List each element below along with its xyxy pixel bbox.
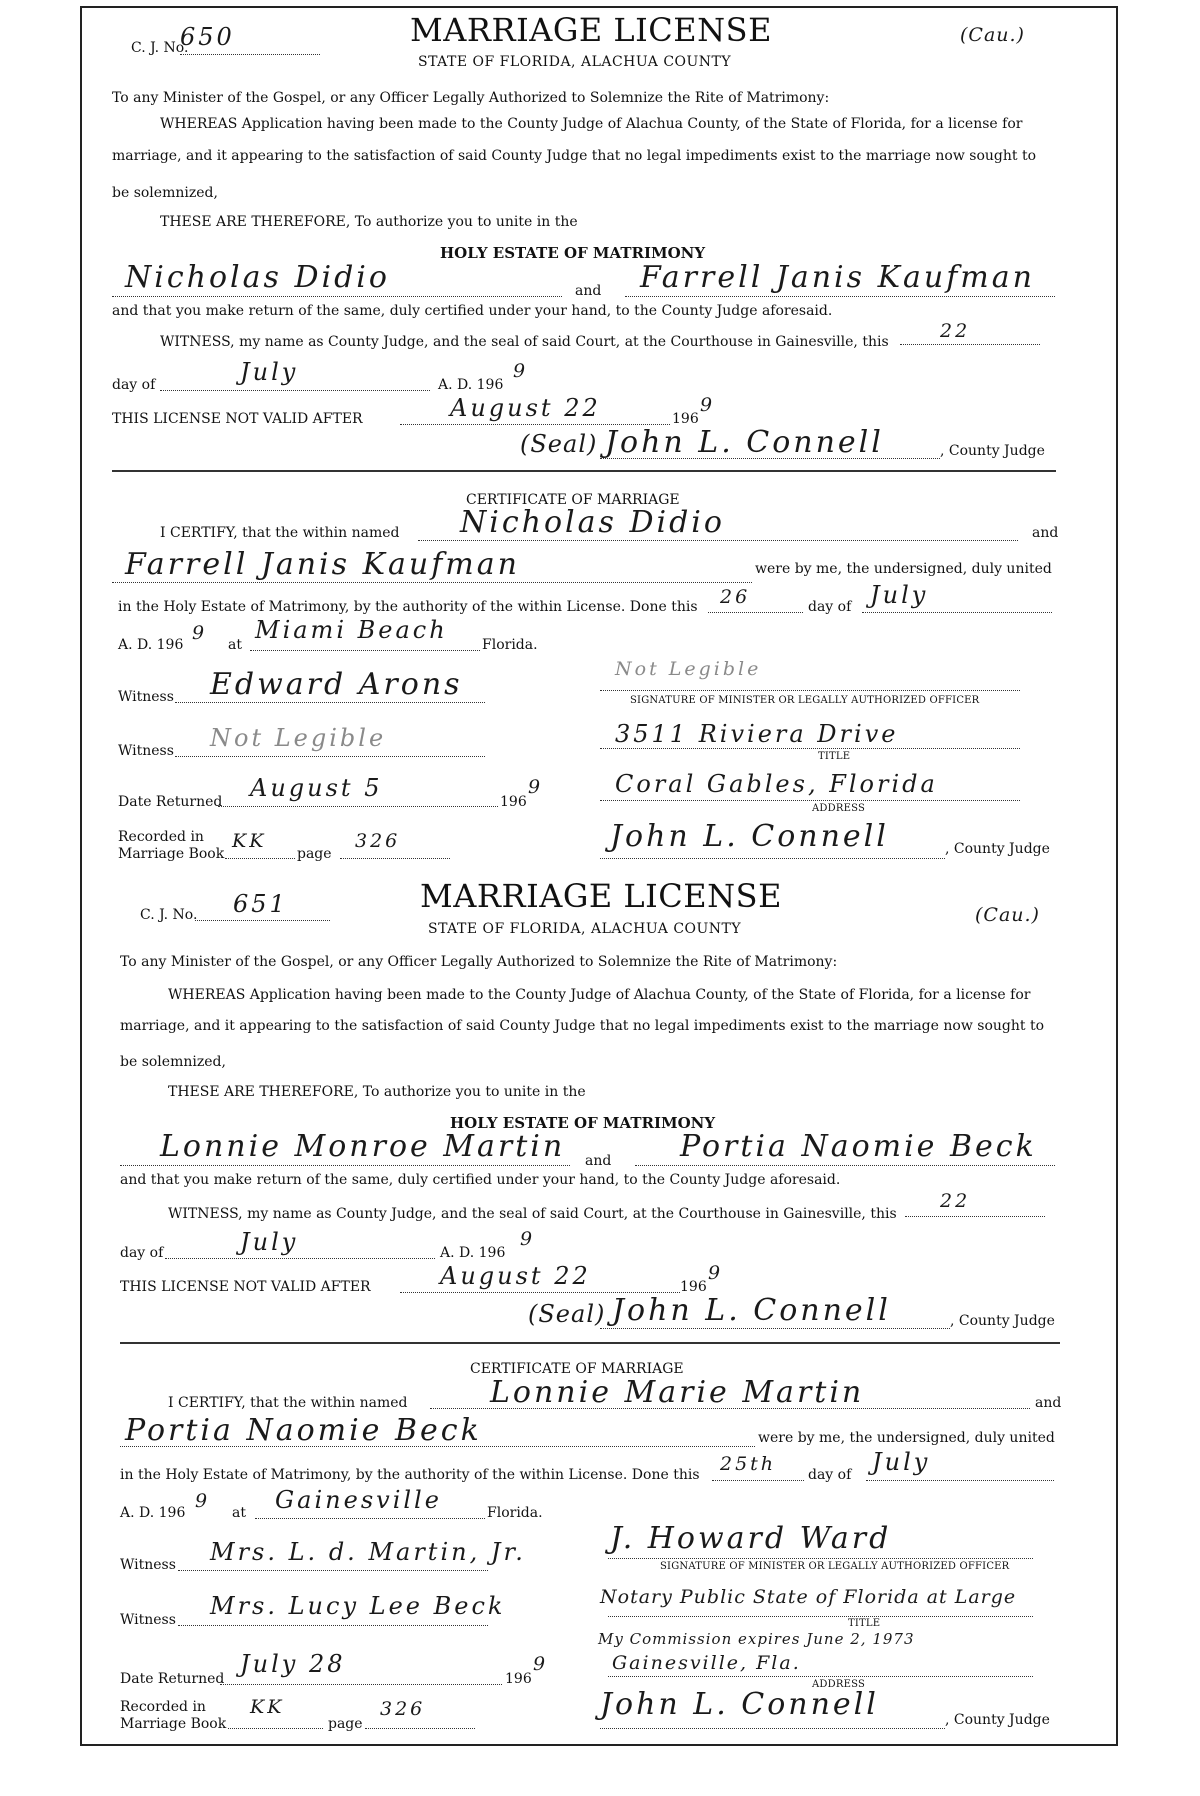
officer-signature: Not Legible bbox=[615, 658, 762, 680]
whereas-line-3: be solemnized, bbox=[112, 185, 218, 201]
recorded-in-label: Recorded in bbox=[118, 829, 204, 845]
done-month-line bbox=[866, 1480, 1054, 1481]
therefore-line: THESE ARE THEREFORE, To authorize you to unite in the bbox=[160, 214, 578, 230]
witness-day-line bbox=[900, 344, 1040, 345]
florida-label: Florida. bbox=[482, 637, 538, 653]
marriage-book-label: Marriage Book bbox=[118, 846, 225, 862]
witness-2-signature: Not Legible bbox=[210, 724, 387, 752]
spouse-2-name: Farrell Janis Kaufman bbox=[125, 547, 520, 582]
county-judge-signature: John L. Connell bbox=[610, 819, 889, 854]
issue-month-line bbox=[160, 390, 430, 391]
spouse-2-name: Portia Naomie Beck bbox=[125, 1413, 482, 1448]
license-title: MARRIAGE LICENSE bbox=[420, 877, 782, 915]
whereas-line-1: WHEREAS Application having been made to the County Judge of Alachua County, of the State of Florida, for a license for bbox=[160, 116, 1023, 132]
day-of-label: day of bbox=[112, 377, 156, 393]
corner-note: (Cau.) bbox=[975, 904, 1040, 926]
marriage-place: Miami Beach bbox=[255, 616, 448, 644]
address-caption: ADDRESS bbox=[812, 803, 866, 814]
cj-number: 650 bbox=[180, 23, 235, 51]
section-divider bbox=[120, 1342, 1060, 1344]
done-year-digit: 9 bbox=[195, 1490, 211, 1512]
witness-day: 22 bbox=[940, 320, 971, 342]
day-of-label: day of bbox=[808, 1467, 852, 1483]
license-subtitle: STATE OF FLORIDA, ALACHUA COUNTY bbox=[418, 54, 732, 70]
officer-signature-caption: SIGNATURE OF MINISTER OR LEGALLY AUTHORIZED OFFICER bbox=[660, 1561, 1010, 1572]
done-month-line bbox=[862, 612, 1052, 613]
ad-label: A. D. 196 bbox=[120, 1505, 186, 1521]
page-label: page bbox=[297, 846, 332, 862]
holy-authority-text: in the Holy Estate of Matrimony, by the authority of the within License. Done this bbox=[118, 599, 698, 615]
officer-title-line bbox=[600, 748, 1020, 749]
spouse-2-line bbox=[120, 1446, 755, 1447]
county-judge-signature: John L. Connell bbox=[612, 1293, 891, 1328]
united-text: were by me, the undersigned, duly united bbox=[758, 1430, 1055, 1446]
groom-name: Lonnie Monroe Martin bbox=[160, 1129, 566, 1164]
date-returned-line bbox=[218, 806, 498, 807]
done-month: July bbox=[872, 1448, 931, 1476]
whereas-line-3: be solemnized, bbox=[120, 1054, 226, 1070]
returned-year-digit: 9 bbox=[528, 776, 544, 798]
title-caption: TITLE bbox=[848, 1618, 881, 1629]
page-value: 326 bbox=[355, 830, 401, 852]
bride-name: Farrell Janis Kaufman bbox=[640, 260, 1035, 295]
returned-year-label: 196 bbox=[505, 1671, 532, 1687]
day-of-label: day of bbox=[120, 1245, 164, 1261]
address-caption: ADDRESS bbox=[812, 1679, 866, 1690]
page-label: page bbox=[328, 1716, 363, 1732]
issue-year-digit: 9 bbox=[520, 1228, 536, 1250]
bride-line bbox=[635, 1165, 1055, 1166]
officer-sign-line bbox=[608, 1558, 1033, 1559]
cj-number-line bbox=[180, 54, 320, 55]
bride-name: Portia Naomie Beck bbox=[680, 1129, 1037, 1164]
spouse-1-line bbox=[430, 1408, 1030, 1409]
witness-2-line bbox=[178, 1625, 488, 1626]
officer-signature: J. Howard Ward bbox=[610, 1521, 892, 1556]
place-line bbox=[250, 650, 480, 651]
officer-sign-line bbox=[600, 690, 1020, 691]
corner-note: (Cau.) bbox=[960, 24, 1025, 46]
salutation: To any Minister of the Gospel, or any Officer Legally Authorized to Solemnize the Rite of Matrimony: bbox=[112, 90, 830, 106]
groom-line bbox=[120, 1165, 570, 1166]
certify-text: I CERTIFY, that the within named bbox=[168, 1395, 408, 1411]
expiry-year-label: 196 bbox=[680, 1279, 707, 1295]
cj-label: C. J. No. bbox=[131, 40, 189, 56]
not-valid-label: THIS LICENSE NOT VALID AFTER bbox=[112, 411, 363, 427]
page-line bbox=[365, 1728, 475, 1729]
seal-mark: (Seal) bbox=[520, 430, 598, 458]
license-subtitle: STATE OF FLORIDA, ALACHUA COUNTY bbox=[428, 921, 742, 937]
salutation: To any Minister of the Gospel, or any Officer Legally Authorized to Solemnize the Rite of Matrimony: bbox=[120, 954, 838, 970]
expiry-year-digit: 9 bbox=[700, 394, 716, 416]
witness-2-label: Witness bbox=[118, 743, 174, 759]
witness-text: WITNESS, my name as County Judge, and the seal of said Court, at the Courthouse in Gainesville, this bbox=[160, 334, 889, 350]
witness-text: WITNESS, my name as County Judge, and the seal of said Court, at the Courthouse in Gainesville, this bbox=[168, 1206, 897, 1222]
groom-name: Nicholas Didio bbox=[125, 260, 390, 295]
and-label: and bbox=[575, 283, 602, 299]
done-day: 26 bbox=[720, 586, 751, 608]
done-month: July bbox=[870, 581, 929, 609]
whereas-line-1: WHEREAS Application having been made to the County Judge of Alachua County, of the State of Florida, for a license for bbox=[168, 987, 1031, 1003]
date-returned-value: August 5 bbox=[250, 774, 383, 802]
expiry-year-label: 196 bbox=[672, 411, 699, 427]
date-returned-label: Date Returned bbox=[120, 1671, 225, 1687]
and-label: and bbox=[1035, 1395, 1062, 1411]
holy-authority-text: in the Holy Estate of Matrimony, by the authority of the within License. Done this bbox=[120, 1467, 700, 1483]
cj-number-line bbox=[195, 920, 330, 921]
witness-1-line bbox=[178, 1570, 488, 1571]
title-caption: TITLE bbox=[818, 751, 851, 762]
certify-text: I CERTIFY, that the within named bbox=[160, 525, 400, 541]
issue-month: July bbox=[240, 358, 299, 386]
judge-sign-line bbox=[600, 1328, 950, 1329]
expiry-date: August 22 bbox=[440, 1262, 591, 1290]
ad-label: A. D. 196 bbox=[118, 637, 184, 653]
license-title: MARRIAGE LICENSE bbox=[410, 11, 772, 49]
book-line bbox=[228, 1728, 323, 1729]
holy-estate-heading: HOLY ESTATE OF MATRIMONY bbox=[440, 244, 706, 262]
returned-year-label: 196 bbox=[500, 794, 527, 810]
marriage-book-label: Marriage Book bbox=[120, 1716, 227, 1732]
officer-address-value: Coral Gables, Florida bbox=[615, 770, 938, 798]
done-day: 25th bbox=[720, 1453, 777, 1475]
witness-2-label: Witness bbox=[120, 1612, 176, 1628]
place-line bbox=[255, 1518, 485, 1519]
page-value: 326 bbox=[380, 1698, 426, 1720]
united-text: were by me, the undersigned, duly united bbox=[755, 561, 1052, 577]
county-judge-label: , County Judge bbox=[950, 1313, 1055, 1329]
officer-title-line bbox=[608, 1616, 1033, 1617]
at-label: at bbox=[228, 637, 242, 653]
at-label: at bbox=[232, 1505, 246, 1521]
therefore-line: THESE ARE THEREFORE, To authorize you to unite in the bbox=[168, 1084, 586, 1100]
returned-year-digit: 9 bbox=[533, 1653, 549, 1675]
groom-line bbox=[112, 296, 562, 297]
page-line bbox=[340, 858, 450, 859]
county-judge-signature: John L. Connell bbox=[605, 425, 884, 460]
officer-address-line bbox=[600, 800, 1020, 801]
county-judge-label: , County Judge bbox=[940, 443, 1045, 459]
county-judge-label: , County Judge bbox=[945, 1712, 1050, 1728]
done-day-line bbox=[708, 612, 803, 613]
marriage-place: Gainesville bbox=[275, 1486, 442, 1514]
witness-day-line bbox=[905, 1216, 1045, 1217]
witness-1-signature: Edward Arons bbox=[210, 667, 463, 702]
done-year-digit: 9 bbox=[192, 622, 208, 644]
date-returned-line bbox=[220, 1684, 502, 1685]
cj-number: 651 bbox=[233, 890, 288, 918]
issue-year-digit: 9 bbox=[513, 360, 529, 382]
officer-address-value: Gainesville, Fla. bbox=[612, 1652, 801, 1674]
book-value: KK bbox=[250, 1696, 285, 1718]
issue-month: July bbox=[240, 1228, 299, 1256]
witness-day: 22 bbox=[940, 1190, 971, 1212]
spouse-1-name: Nicholas Didio bbox=[460, 505, 725, 540]
judge-sign-line bbox=[600, 458, 940, 459]
witness-1-label: Witness bbox=[120, 1557, 176, 1573]
book-value: KK bbox=[232, 830, 267, 852]
witness-1-signature: Mrs. L. d. Martin, Jr. bbox=[210, 1538, 526, 1566]
officer-title-value: Notary Public State of Florida at Large bbox=[600, 1586, 1017, 1608]
date-returned-value: July 28 bbox=[240, 1650, 346, 1678]
expiry-year-digit: 9 bbox=[708, 1262, 724, 1284]
judge-sign-line bbox=[600, 1728, 945, 1729]
date-returned-label: Date Returned bbox=[118, 794, 223, 810]
officer-address-line bbox=[608, 1676, 1033, 1677]
and-label: and bbox=[585, 1153, 612, 1169]
and-label: and bbox=[1032, 525, 1059, 541]
county-judge-label: , County Judge bbox=[945, 841, 1050, 857]
certificate-title: CERTIFICATE OF MARRIAGE bbox=[466, 492, 680, 508]
expiry-date: August 22 bbox=[450, 394, 601, 422]
county-judge-signature: John L. Connell bbox=[600, 1687, 879, 1722]
book-line bbox=[225, 858, 295, 859]
florida-label: Florida. bbox=[487, 1505, 543, 1521]
holy-estate-heading: HOLY ESTATE OF MATRIMONY bbox=[450, 1114, 716, 1132]
return-text: and that you make return of the same, duly certified under your hand, to the County Judge aforesaid. bbox=[112, 303, 833, 319]
seal-mark: (Seal) bbox=[528, 1300, 606, 1328]
whereas-line-2: marriage, and it appearing to the satisfaction of said County Judge that no legal impediments exist to the marriage now sought to bbox=[120, 1018, 1044, 1034]
ad-label: A. D. 196 bbox=[440, 1245, 506, 1261]
judge-sign-line bbox=[600, 858, 945, 859]
day-of-label: day of bbox=[808, 599, 852, 615]
ad-label: A. D. 196 bbox=[438, 377, 504, 393]
witness-2-signature: Mrs. Lucy Lee Beck bbox=[210, 1592, 506, 1620]
done-day-line bbox=[712, 1480, 804, 1481]
issue-month-line bbox=[165, 1258, 435, 1259]
cj-label: C. J. No. bbox=[140, 907, 198, 923]
return-text: and that you make return of the same, duly certified under your hand, to the County Judge aforesaid. bbox=[120, 1172, 841, 1188]
section-divider bbox=[112, 470, 1056, 472]
not-valid-label: THIS LICENSE NOT VALID AFTER bbox=[120, 1279, 371, 1295]
spouse-1-line bbox=[418, 540, 1018, 541]
bride-line bbox=[625, 296, 1055, 297]
officer-signature-caption: SIGNATURE OF MINISTER OR LEGALLY AUTHORIZED OFFICER bbox=[630, 695, 980, 706]
certificate-title: CERTIFICATE OF MARRIAGE bbox=[470, 1361, 684, 1377]
recorded-in-label: Recorded in bbox=[120, 1699, 206, 1715]
whereas-line-2: marriage, and it appearing to the satisfaction of said County Judge that no legal impediments exist to the marriage now sought to bbox=[112, 148, 1036, 164]
witness-1-line bbox=[175, 702, 485, 703]
spouse-1-name: Lonnie Marie Martin bbox=[490, 1375, 865, 1410]
officer-title-value: 3511 Riviera Drive bbox=[615, 720, 899, 748]
witness-1-label: Witness bbox=[118, 689, 174, 705]
spouse-2-line bbox=[112, 582, 752, 583]
witness-2-line bbox=[175, 756, 485, 757]
officer-commission-note: My Commission expires June 2, 1973 bbox=[598, 1630, 915, 1648]
